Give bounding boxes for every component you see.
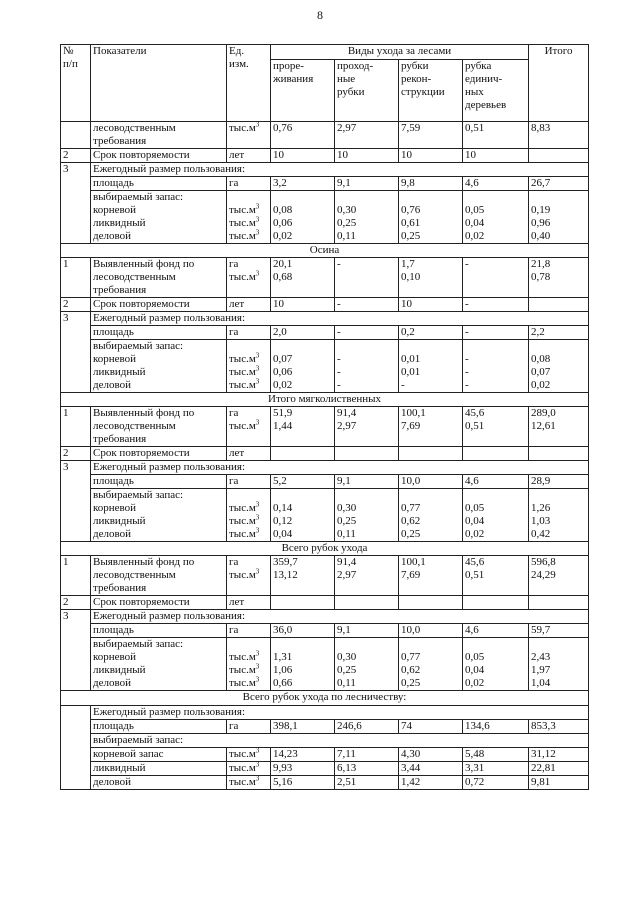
cell bbox=[271, 447, 335, 461]
cell: корневой запас bbox=[91, 748, 227, 762]
cell: 59,7 bbox=[529, 624, 589, 638]
cell: 10 bbox=[399, 298, 463, 312]
cell: га bbox=[227, 475, 271, 489]
cell: Срок повторяемости bbox=[91, 298, 227, 312]
col-num-header: № п/п bbox=[61, 45, 91, 122]
cell: 10 bbox=[335, 149, 399, 163]
cell: 9,8 bbox=[399, 177, 463, 191]
cell: площадь bbox=[91, 475, 227, 489]
cell bbox=[529, 447, 589, 461]
cell: 36,0 bbox=[271, 624, 335, 638]
cell: 0,05 0,04 0,02 bbox=[463, 638, 529, 691]
cell: 20,1 0,68 bbox=[271, 258, 335, 298]
table-row bbox=[61, 407, 589, 447]
cell: площадь bbox=[91, 177, 227, 191]
table-row bbox=[61, 149, 589, 163]
col-unit-header: Ед. изм. bbox=[227, 45, 271, 122]
cell bbox=[529, 298, 589, 312]
table-row bbox=[61, 191, 589, 244]
header-row bbox=[61, 45, 589, 60]
cell: 10,0 bbox=[399, 624, 463, 638]
cell: 22,81 bbox=[529, 762, 589, 776]
cell: 4,6 bbox=[463, 475, 529, 489]
cell: 0,01 0,01 - bbox=[399, 340, 463, 393]
cell bbox=[463, 447, 529, 461]
cell: га $тыс.м^3$ bbox=[227, 556, 271, 596]
table-row bbox=[61, 177, 589, 191]
cell: 5,2 bbox=[271, 475, 335, 489]
cell: 398,1 bbox=[271, 720, 335, 734]
cell: Выявленный фонд по лесоводственным требования bbox=[91, 407, 227, 447]
cell: ликвидный bbox=[91, 762, 227, 776]
cell: 1 bbox=[61, 258, 91, 298]
cell: 9,81 bbox=[529, 776, 589, 790]
section-title-aspen: Осина bbox=[61, 244, 589, 258]
section-row bbox=[61, 542, 589, 556]
cell: лет bbox=[227, 447, 271, 461]
cell: 26,7 bbox=[529, 177, 589, 191]
cell bbox=[529, 149, 589, 163]
cell: 3,2 bbox=[271, 177, 335, 191]
cell: $тыс.м^3$ bbox=[227, 748, 271, 762]
cell bbox=[399, 596, 463, 610]
table-row bbox=[61, 122, 589, 149]
cell: 0,77 0,62 0,25 bbox=[399, 489, 463, 542]
cell: выбираемый запас: корневой ликвидный деловой bbox=[91, 638, 227, 691]
cell: 10 bbox=[271, 149, 335, 163]
cell: лет bbox=[227, 298, 271, 312]
cell: 8,83 bbox=[529, 122, 589, 149]
cell: 1,42 bbox=[399, 776, 463, 790]
cell: 0,08 0,07 0,02 bbox=[529, 340, 589, 393]
cell: га bbox=[227, 326, 271, 340]
table-row bbox=[61, 312, 589, 326]
cell: 3 bbox=[61, 312, 91, 393]
cell: Срок повторяемости bbox=[91, 149, 227, 163]
cell: га bbox=[227, 624, 271, 638]
cell: $тыс.м^3$ $тыс.м^3$ $тыс.м^3$ bbox=[227, 340, 271, 393]
cell: 0,08 0,06 0,02 bbox=[271, 191, 335, 244]
cell: 74 bbox=[399, 720, 463, 734]
cell: 3,44 bbox=[399, 762, 463, 776]
cell: 9,1 bbox=[335, 475, 399, 489]
cell: 246,6 bbox=[335, 720, 399, 734]
cell: 2,51 bbox=[335, 776, 399, 790]
cell: Срок повторяемости bbox=[91, 447, 227, 461]
cell: - bbox=[335, 298, 399, 312]
cell: $тыс.м^3$ bbox=[227, 776, 271, 790]
cell: 596,8 24,29 bbox=[529, 556, 589, 596]
cell: $тыс.м^3$ bbox=[227, 762, 271, 776]
table-row bbox=[61, 734, 589, 748]
section-title-all: Всего рубок ухода bbox=[61, 542, 589, 556]
cell: - bbox=[463, 326, 529, 340]
table-row bbox=[61, 706, 589, 720]
cell: 10,0 bbox=[399, 475, 463, 489]
cell: Выявленный фонд по лесоводственным требования bbox=[91, 556, 227, 596]
cell: 0,30 0,25 0,11 bbox=[335, 489, 399, 542]
cell bbox=[271, 596, 335, 610]
col-thinning-header: проре- живания bbox=[271, 60, 335, 122]
cell: 289,0 12,61 bbox=[529, 407, 589, 447]
cell: 51,9 1,44 bbox=[271, 407, 335, 447]
table-row bbox=[61, 340, 589, 393]
cell: 1 bbox=[61, 556, 91, 596]
cell: 0,77 0,62 0,25 bbox=[399, 638, 463, 691]
cell: выбираемый запас: корневой ликвидный деловой bbox=[91, 489, 227, 542]
cell: 0,07 0,06 0,02 bbox=[271, 340, 335, 393]
cell: 7,59 bbox=[399, 122, 463, 149]
cell: га $тыс.м^3$ bbox=[227, 407, 271, 447]
cell: 4,30 bbox=[399, 748, 463, 762]
cell: лет bbox=[227, 149, 271, 163]
col-passage-header: проход- ные рубки bbox=[335, 60, 399, 122]
cell: 1,7 0,10 bbox=[399, 258, 463, 298]
cell: 0,72 bbox=[463, 776, 529, 790]
cell bbox=[463, 596, 529, 610]
cell: $тыс.м^3$ $тыс.м^3$ $тыс.м^3$ bbox=[227, 638, 271, 691]
cell: 100,1 7,69 bbox=[399, 407, 463, 447]
table-row bbox=[61, 163, 589, 177]
cell: 2,97 bbox=[335, 122, 399, 149]
cell: 0,76 0,61 0,25 bbox=[399, 191, 463, 244]
cell: 5,16 bbox=[271, 776, 335, 790]
cell: Ежегодный размер пользования: bbox=[91, 461, 589, 475]
cell: 2,43 1,97 1,04 bbox=[529, 638, 589, 691]
cell: $тыс.м^3$ $тыс.м^3$ $тыс.м^3$ bbox=[227, 489, 271, 542]
cell: - - - bbox=[335, 340, 399, 393]
cell: деловой bbox=[91, 776, 227, 790]
cell: га bbox=[227, 177, 271, 191]
cell: 91,4 2,97 bbox=[335, 556, 399, 596]
cell: - bbox=[335, 326, 399, 340]
cell: 0,30 0,25 0,11 bbox=[335, 191, 399, 244]
cell: площадь bbox=[91, 326, 227, 340]
cell: га $тыс.м^3$ bbox=[227, 258, 271, 298]
table-row bbox=[61, 762, 589, 776]
cell: 28,9 bbox=[529, 475, 589, 489]
cell: выбираемый запас: bbox=[91, 734, 589, 748]
cell: 0,14 0,12 0,04 bbox=[271, 489, 335, 542]
cell: 0,76 bbox=[271, 122, 335, 149]
cell: 2 bbox=[61, 447, 91, 461]
cell: - bbox=[463, 258, 529, 298]
cell: 91,4 2,97 bbox=[335, 407, 399, 447]
cell: выбираемый запас: корневой ликвидный деловой bbox=[91, 191, 227, 244]
cell: Выявленный фонд по лесоводственным требования bbox=[91, 258, 227, 298]
cell: лет bbox=[227, 596, 271, 610]
cell bbox=[335, 447, 399, 461]
table-row bbox=[61, 556, 589, 596]
cell: 10 bbox=[271, 298, 335, 312]
cell: 3 bbox=[61, 461, 91, 542]
cell: - bbox=[335, 258, 399, 298]
cell: 134,6 bbox=[463, 720, 529, 734]
cell: 6,13 bbox=[335, 762, 399, 776]
cell: $тыс.м^3$ bbox=[227, 122, 271, 149]
cell: площадь bbox=[91, 624, 227, 638]
cell: 1,31 1,06 0,66 bbox=[271, 638, 335, 691]
cell: 1,26 1,03 0,42 bbox=[529, 489, 589, 542]
cell: 9,1 bbox=[335, 177, 399, 191]
table-row bbox=[61, 461, 589, 475]
cell: Ежегодный размер пользования: bbox=[91, 706, 589, 720]
cell: 0,19 0,96 0,40 bbox=[529, 191, 589, 244]
table-row bbox=[61, 610, 589, 624]
cell: Ежегодный размер пользования: bbox=[91, 312, 589, 326]
section-title-soft: Итого мягколиственных bbox=[61, 393, 589, 407]
cell: 0,30 0,25 0,11 bbox=[335, 638, 399, 691]
col-total-header: Итого bbox=[529, 45, 589, 122]
cell: 3 bbox=[61, 610, 91, 691]
col-single-tree-header: рубка единич- ных деревьев bbox=[463, 60, 529, 122]
table-row bbox=[61, 298, 589, 312]
cell: 2 bbox=[61, 596, 91, 610]
cell: 0,05 0,04 0,02 bbox=[463, 191, 529, 244]
cell: 2,0 bbox=[271, 326, 335, 340]
table-row bbox=[61, 748, 589, 762]
cell: га bbox=[227, 720, 271, 734]
cell: 3 bbox=[61, 163, 91, 244]
cell: 45,6 0,51 bbox=[463, 407, 529, 447]
cell: Ежегодный размер пользования: bbox=[91, 163, 589, 177]
cell: 0,51 bbox=[463, 122, 529, 149]
cell: 2 bbox=[61, 298, 91, 312]
table-row bbox=[61, 447, 589, 461]
cell: 4,6 bbox=[463, 177, 529, 191]
cell: - bbox=[463, 298, 529, 312]
cell: Срок повторяемости bbox=[91, 596, 227, 610]
thinning-table bbox=[60, 44, 589, 790]
cell: выбираемый запас: корневой ликвидный деловой bbox=[91, 340, 227, 393]
cell: 359,7 13,12 bbox=[271, 556, 335, 596]
cell: - - - bbox=[463, 340, 529, 393]
table-row bbox=[61, 776, 589, 790]
page-number: 8 bbox=[317, 8, 323, 22]
table-row bbox=[61, 326, 589, 340]
cell: 10 bbox=[399, 149, 463, 163]
table-row bbox=[61, 596, 589, 610]
table-row bbox=[61, 638, 589, 691]
cell: 3,31 bbox=[463, 762, 529, 776]
cell: 21,8 0,78 bbox=[529, 258, 589, 298]
col-reconstruction-header: рубки рекон- струкции bbox=[399, 60, 463, 122]
cell: 2,2 bbox=[529, 326, 589, 340]
cell: $тыс.м^3$ $тыс.м^3$ $тыс.м^3$ bbox=[227, 191, 271, 244]
cell: 4,6 bbox=[463, 624, 529, 638]
cell bbox=[399, 447, 463, 461]
section-title-district: Всего рубок ухода по лесничеству: bbox=[61, 691, 589, 706]
cell: 2 bbox=[61, 149, 91, 163]
table-row bbox=[61, 258, 589, 298]
table-row bbox=[61, 624, 589, 638]
cell: 5,48 bbox=[463, 748, 529, 762]
cell: Ежегодный размер пользования: bbox=[91, 610, 589, 624]
col-indicator-header: Показатели bbox=[91, 45, 227, 122]
section-row bbox=[61, 691, 589, 706]
care-types-header: Виды ухода за лесами bbox=[271, 45, 529, 60]
cell: 1 bbox=[61, 407, 91, 447]
cell: 14,23 bbox=[271, 748, 335, 762]
cell bbox=[61, 122, 91, 149]
cell: 9,93 bbox=[271, 762, 335, 776]
table-row bbox=[61, 720, 589, 734]
cell: лесоводственным требования bbox=[91, 122, 227, 149]
cell: 0,2 bbox=[399, 326, 463, 340]
cell: 853,3 bbox=[529, 720, 589, 734]
cell bbox=[61, 706, 91, 790]
table-row bbox=[61, 475, 589, 489]
cell bbox=[335, 596, 399, 610]
section-row bbox=[61, 393, 589, 407]
cell: 45,6 0,51 bbox=[463, 556, 529, 596]
cell: 10 bbox=[463, 149, 529, 163]
cell: 9,1 bbox=[335, 624, 399, 638]
cell: 0,05 0,04 0,02 bbox=[463, 489, 529, 542]
cell: 7,11 bbox=[335, 748, 399, 762]
cell: 31,12 bbox=[529, 748, 589, 762]
table-row bbox=[61, 489, 589, 542]
cell bbox=[529, 596, 589, 610]
cell: площадь bbox=[91, 720, 227, 734]
cell: 100,1 7,69 bbox=[399, 556, 463, 596]
section-row bbox=[61, 244, 589, 258]
